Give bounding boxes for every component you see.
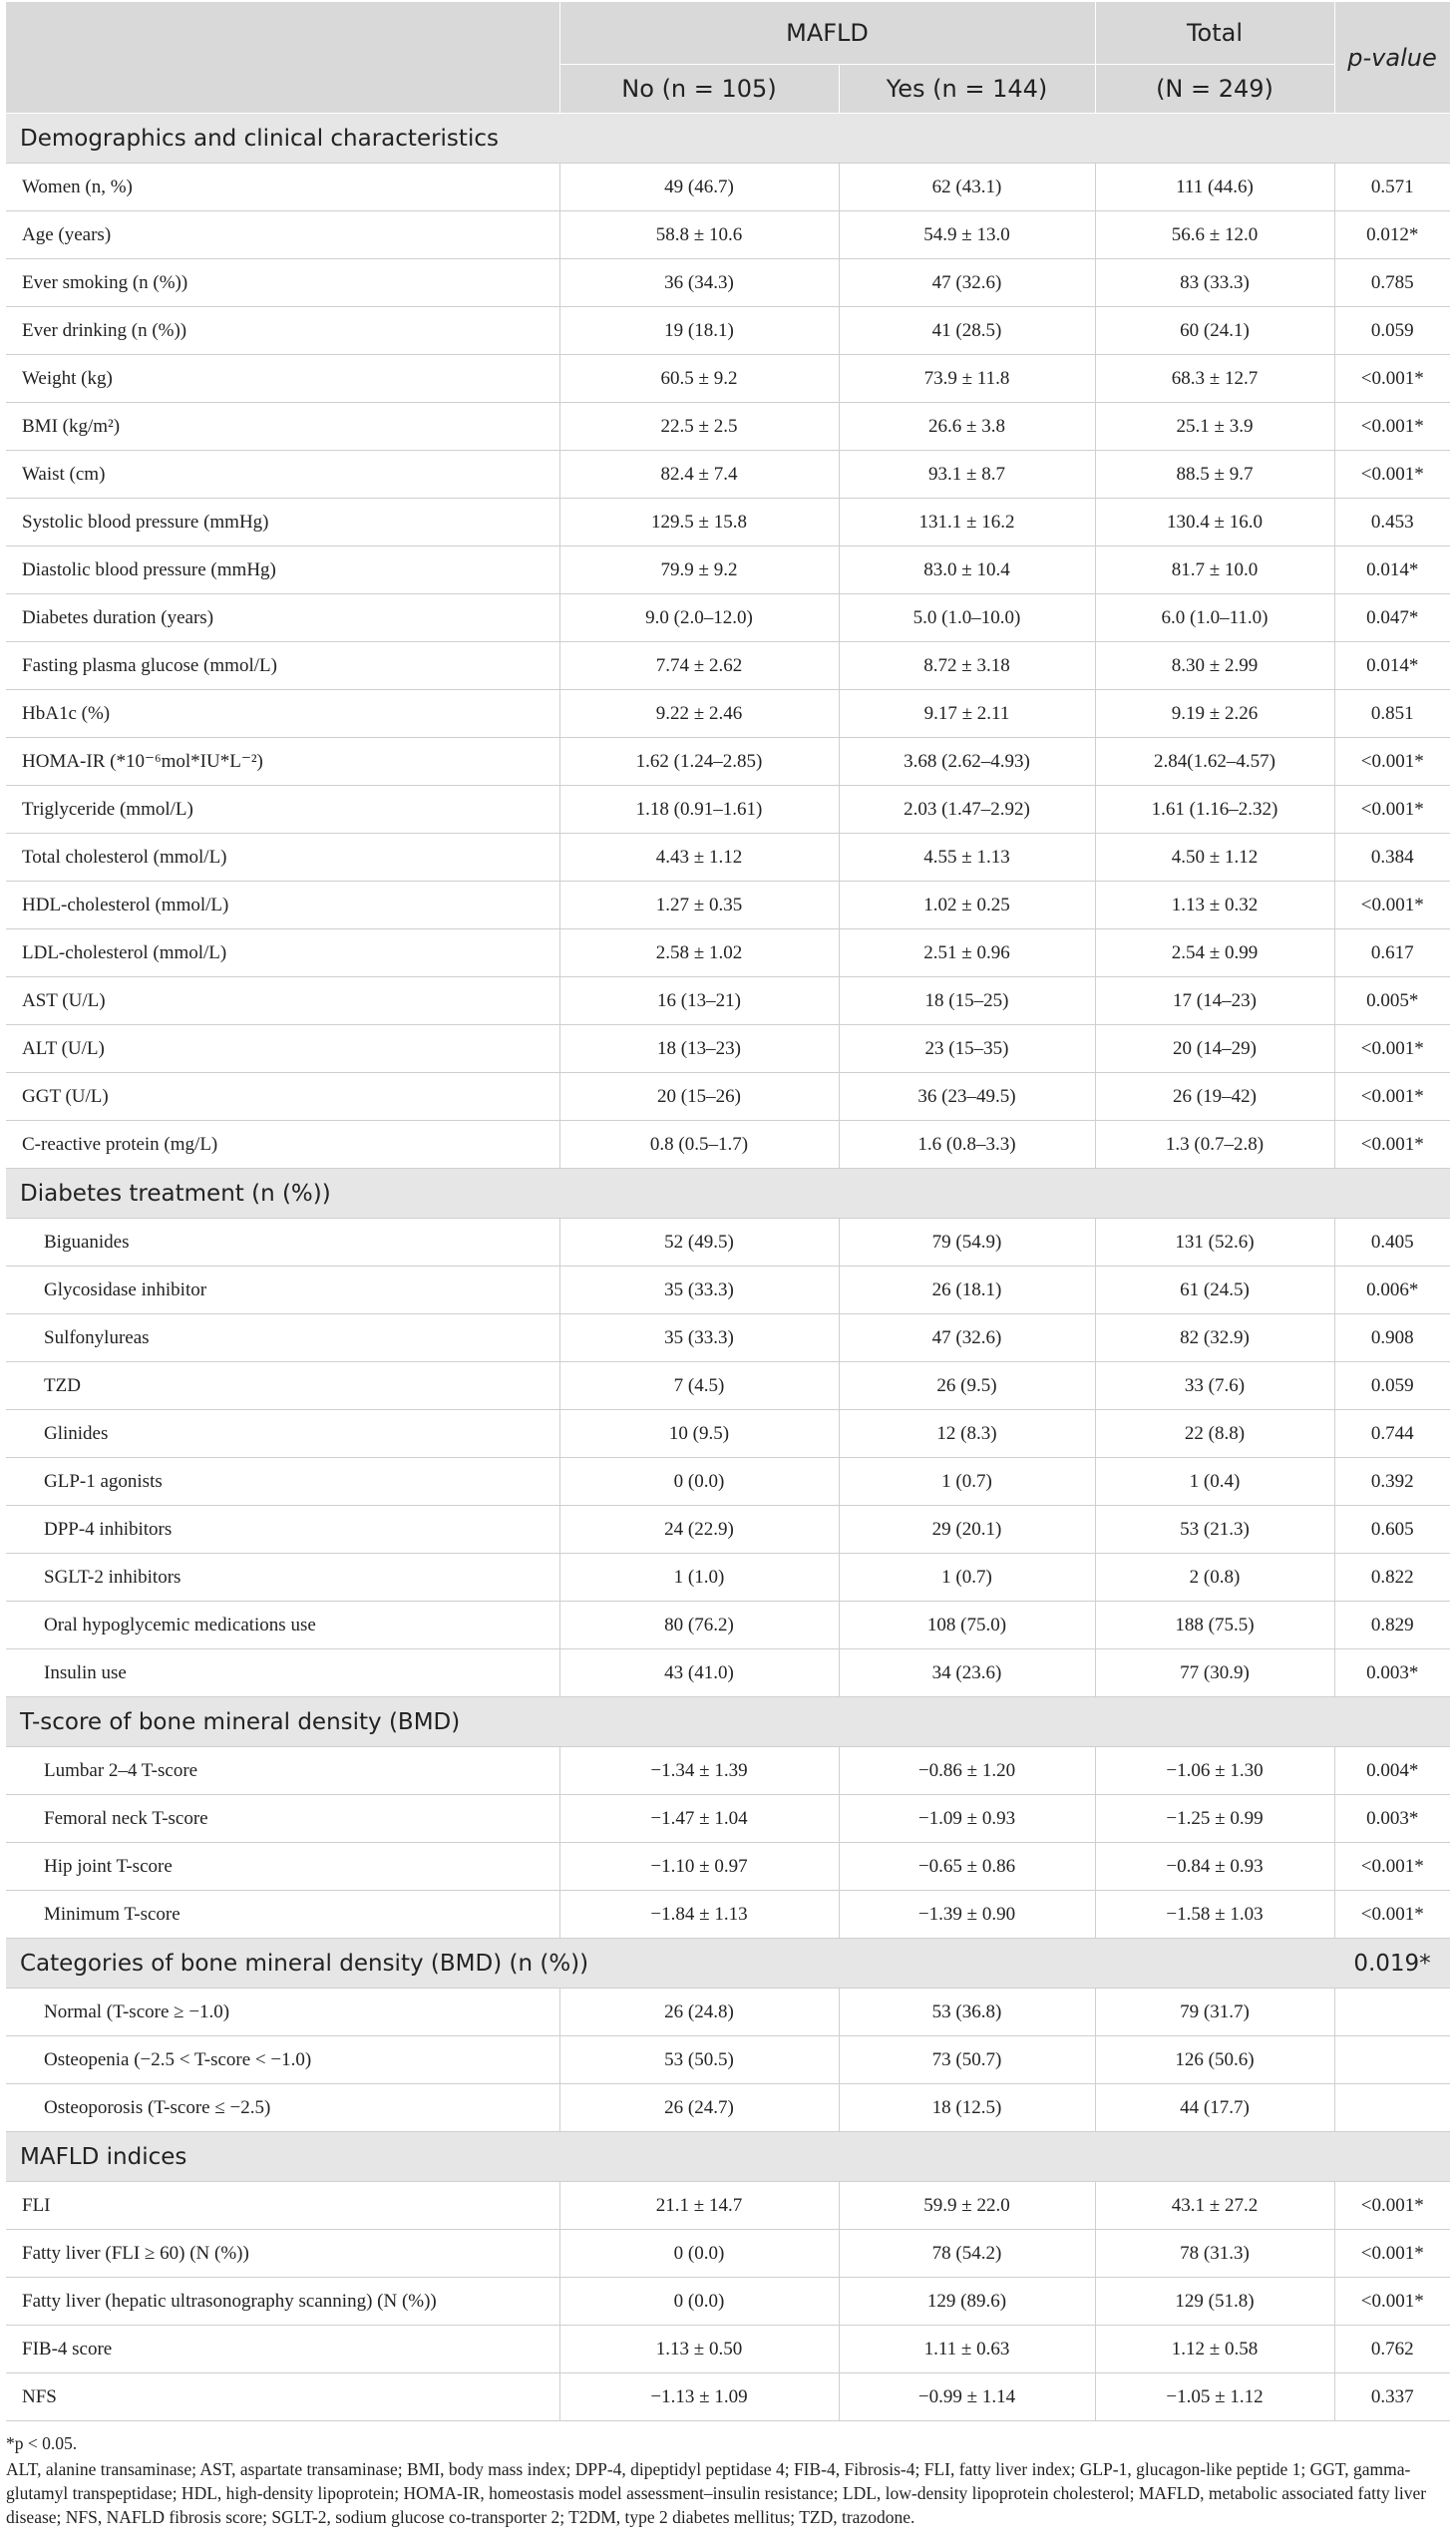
- cell-no: 1.62 (1.24–2.85): [559, 738, 839, 786]
- section-pvalue: 0.019*: [1334, 1939, 1450, 1989]
- cell-label: Women (n, %): [6, 164, 559, 211]
- cell-total: 43.1 ± 27.2: [1095, 2182, 1334, 2230]
- cell-p: <0.001*: [1334, 786, 1450, 834]
- cell-no: 53 (50.5): [559, 2036, 839, 2084]
- cell-p: <0.001*: [1334, 1121, 1450, 1169]
- cell-p: 0.822: [1334, 1554, 1450, 1602]
- cell-p: <0.001*: [1334, 2278, 1450, 2326]
- table-row: [6, 690, 1450, 738]
- cell-no: 35 (33.3): [559, 1314, 839, 1362]
- footnotes: [6, 2431, 1450, 2529]
- cell-no: 26 (24.7): [559, 2084, 839, 2132]
- cell-total: 25.1 ± 3.9: [1095, 403, 1334, 451]
- cell-label: LDL-cholesterol (mmol/L): [6, 929, 559, 977]
- header-yes: Yes (n = 144): [839, 65, 1095, 114]
- header-pvalue-text: p-value: [1347, 43, 1437, 72]
- cell-total: 22 (8.8): [1095, 1410, 1334, 1458]
- cell-p: <0.001*: [1334, 1891, 1450, 1939]
- cell-label: Triglyceride (mmol/L): [6, 786, 559, 834]
- cell-label: Glinides: [6, 1410, 559, 1458]
- cell-p: 0.014*: [1334, 642, 1450, 690]
- cell-p: 0.006*: [1334, 1267, 1450, 1314]
- cell-yes: 53 (36.8): [839, 1989, 1095, 2036]
- cell-label: HOMA-IR (*10⁻⁶mol*IU*L⁻²): [6, 738, 559, 786]
- cell-no: 20 (15–26): [559, 1073, 839, 1121]
- cell-p: 0.004*: [1334, 1747, 1450, 1795]
- table-row: [6, 594, 1450, 642]
- characteristics-table: [6, 2, 1451, 2421]
- table-row: [6, 834, 1450, 882]
- cell-total: 1 (0.4): [1095, 1458, 1334, 1506]
- cell-total: 44 (17.7): [1095, 2084, 1334, 2132]
- section-header: [6, 1169, 1450, 1219]
- cell-total: 56.6 ± 12.0: [1095, 211, 1334, 259]
- table-row: [6, 164, 1450, 211]
- cell-p: 0.617: [1334, 929, 1450, 977]
- cell-yes: 36 (23–49.5): [839, 1073, 1095, 1121]
- cell-p: <0.001*: [1334, 403, 1450, 451]
- cell-p: 0.059: [1334, 307, 1450, 355]
- cell-total: 77 (30.9): [1095, 1649, 1334, 1697]
- cell-no: 7.74 ± 2.62: [559, 642, 839, 690]
- cell-p: 0.785: [1334, 259, 1450, 307]
- cell-label: GGT (U/L): [6, 1073, 559, 1121]
- table-row: [6, 1989, 1450, 2036]
- cell-label: Ever drinking (n (%)): [6, 307, 559, 355]
- table-row: [6, 1747, 1450, 1795]
- section-header: [6, 1697, 1450, 1747]
- cell-label: FLI: [6, 2182, 559, 2230]
- cell-total: 6.0 (1.0–11.0): [1095, 594, 1334, 642]
- header-total: Total: [1095, 2, 1334, 65]
- cell-label: ALT (U/L): [6, 1025, 559, 1073]
- cell-no: 0 (0.0): [559, 1458, 839, 1506]
- cell-total: 33 (7.6): [1095, 1362, 1334, 1410]
- table-row: [6, 977, 1450, 1025]
- cell-total: 61 (24.5): [1095, 1267, 1334, 1314]
- cell-label: Diabetes duration (years): [6, 594, 559, 642]
- table-row: [6, 2278, 1450, 2326]
- table-row: [6, 2230, 1450, 2278]
- cell-no: 9.0 (2.0–12.0): [559, 594, 839, 642]
- table-row: [6, 2373, 1450, 2421]
- cell-label: SGLT-2 inhibitors: [6, 1554, 559, 1602]
- cell-no: 19 (18.1): [559, 307, 839, 355]
- table-row: [6, 307, 1450, 355]
- cell-yes: 29 (20.1): [839, 1506, 1095, 1554]
- cell-label: FIB-4 score: [6, 2326, 559, 2373]
- cell-no: 52 (49.5): [559, 1219, 839, 1267]
- table-row: [6, 451, 1450, 499]
- cell-yes: 1.6 (0.8–3.3): [839, 1121, 1095, 1169]
- cell-total: 81.7 ± 10.0: [1095, 546, 1334, 594]
- cell-yes: 2.03 (1.47–2.92): [839, 786, 1095, 834]
- cell-no: 35 (33.3): [559, 1267, 839, 1314]
- cell-p: 0.405: [1334, 1219, 1450, 1267]
- table-row: [6, 1554, 1450, 1602]
- cell-yes: 26 (9.5): [839, 1362, 1095, 1410]
- cell-p: 0.392: [1334, 1458, 1450, 1506]
- table-row: [6, 929, 1450, 977]
- table-row: [6, 546, 1450, 594]
- table-row: [6, 1891, 1450, 1939]
- cell-no: 1 (1.0): [559, 1554, 839, 1602]
- cell-yes: −0.65 ± 0.86: [839, 1843, 1095, 1891]
- table-row: [6, 1843, 1450, 1891]
- cell-label: Glycosidase inhibitor: [6, 1267, 559, 1314]
- cell-label: Lumbar 2–4 T-score: [6, 1747, 559, 1795]
- section-title: Demographics and clinical characteristics: [6, 114, 1450, 164]
- cell-total: −0.84 ± 0.93: [1095, 1843, 1334, 1891]
- cell-yes: 108 (75.0): [839, 1602, 1095, 1649]
- cell-total: 111 (44.6): [1095, 164, 1334, 211]
- cell-yes: 93.1 ± 8.7: [839, 451, 1095, 499]
- cell-yes: 23 (15–35): [839, 1025, 1095, 1073]
- cell-yes: 47 (32.6): [839, 1314, 1095, 1362]
- table-row: [6, 2084, 1450, 2132]
- table-row: [6, 1025, 1450, 1073]
- cell-label: HbA1c (%): [6, 690, 559, 738]
- cell-yes: 26.6 ± 3.8: [839, 403, 1095, 451]
- cell-yes: 1 (0.7): [839, 1554, 1095, 1602]
- cell-no: 24 (22.9): [559, 1506, 839, 1554]
- cell-total: 26 (19–42): [1095, 1073, 1334, 1121]
- cell-total: 4.50 ± 1.12: [1095, 834, 1334, 882]
- cell-p: <0.001*: [1334, 451, 1450, 499]
- cell-yes: 79 (54.9): [839, 1219, 1095, 1267]
- section-header: [6, 1939, 1450, 1989]
- cell-yes: 26 (18.1): [839, 1267, 1095, 1314]
- cell-total: 1.13 ± 0.32: [1095, 882, 1334, 929]
- cell-p: 0.829: [1334, 1602, 1450, 1649]
- cell-yes: 83.0 ± 10.4: [839, 546, 1095, 594]
- cell-p: 0.059: [1334, 1362, 1450, 1410]
- cell-label: Age (years): [6, 211, 559, 259]
- cell-total: 130.4 ± 16.0: [1095, 499, 1334, 546]
- cell-p: [1334, 2084, 1450, 2132]
- cell-no: 60.5 ± 9.2: [559, 355, 839, 403]
- cell-yes: −1.39 ± 0.90: [839, 1891, 1095, 1939]
- cell-total: −1.25 ± 0.99: [1095, 1795, 1334, 1843]
- section-title: Categories of bone mineral density (BMD) (n (%)): [6, 1939, 1334, 1989]
- cell-label: Weight (kg): [6, 355, 559, 403]
- table-row: [6, 882, 1450, 929]
- table-row: [6, 738, 1450, 786]
- cell-label: TZD: [6, 1362, 559, 1410]
- table-row: [6, 2036, 1450, 2084]
- footnote-significance: *p < 0.05.: [6, 2433, 78, 2453]
- table-body: [6, 114, 1450, 2421]
- cell-total: 131 (52.6): [1095, 1219, 1334, 1267]
- table-row: [6, 1267, 1450, 1314]
- footnote-abbreviations: ALT, alanine transaminase; AST, aspartate transaminase; BMI, body mass index; DPP-4, dipeptidyl peptidase 4; FIB-4, Fibrosis-4; FLI, fatty liver index; GLP-1, glucagon-like peptide 1; GGT, gamma-glutamyl transpeptidase; HDL, high-density lipoprotein; HOMA-IR, homeostasis model assessment–insulin resistance; LDL, low-density lipoprotein cholesterol; MAFLD, metabolic associated fatty liver disease; NFS, NAFLD fibrosis score; SGLT-2, sodium glucose co-transporter 2; T2DM, type 2 diabetes mellitus; TZD, trazodone.: [6, 2459, 1427, 2527]
- cell-yes: 131.1 ± 16.2: [839, 499, 1095, 546]
- cell-no: 0.8 (0.5–1.7): [559, 1121, 839, 1169]
- cell-label: NFS: [6, 2373, 559, 2421]
- cell-no: 43 (41.0): [559, 1649, 839, 1697]
- cell-p: 0.384: [1334, 834, 1450, 882]
- table-row: [6, 1121, 1450, 1169]
- cell-no: 22.5 ± 2.5: [559, 403, 839, 451]
- cell-p: <0.001*: [1334, 1073, 1450, 1121]
- cell-yes: 1.02 ± 0.25: [839, 882, 1095, 929]
- cell-label: Fatty liver (hepatic ultrasonography scanning) (N (%)): [6, 2278, 559, 2326]
- cell-label: HDL-cholesterol (mmol/L): [6, 882, 559, 929]
- cell-total: 2 (0.8): [1095, 1554, 1334, 1602]
- cell-no: 0 (0.0): [559, 2278, 839, 2326]
- cell-no: 16 (13–21): [559, 977, 839, 1025]
- cell-p: 0.851: [1334, 690, 1450, 738]
- cell-label: Minimum T-score: [6, 1891, 559, 1939]
- cell-no: 36 (34.3): [559, 259, 839, 307]
- cell-no: 58.8 ± 10.6: [559, 211, 839, 259]
- cell-total: 53 (21.3): [1095, 1506, 1334, 1554]
- cell-p: <0.001*: [1334, 1025, 1450, 1073]
- table-row: [6, 1795, 1450, 1843]
- cell-total: 188 (75.5): [1095, 1602, 1334, 1649]
- cell-p: [1334, 2036, 1450, 2084]
- cell-no: −1.34 ± 1.39: [559, 1747, 839, 1795]
- table-row: [6, 786, 1450, 834]
- table-row: [6, 1073, 1450, 1121]
- cell-yes: 18 (12.5): [839, 2084, 1095, 2132]
- cell-label: Osteopenia (−2.5 < T-score < −1.0): [6, 2036, 559, 2084]
- cell-total: 79 (31.7): [1095, 1989, 1334, 2036]
- cell-total: 2.54 ± 0.99: [1095, 929, 1334, 977]
- cell-p: 0.337: [1334, 2373, 1450, 2421]
- cell-total: 126 (50.6): [1095, 2036, 1334, 2084]
- table-row: [6, 355, 1450, 403]
- table-row: [6, 1458, 1450, 1506]
- cell-p: 0.744: [1334, 1410, 1450, 1458]
- cell-no: 9.22 ± 2.46: [559, 690, 839, 738]
- cell-yes: 47 (32.6): [839, 259, 1095, 307]
- cell-label: Hip joint T-score: [6, 1843, 559, 1891]
- cell-p: 0.005*: [1334, 977, 1450, 1025]
- cell-label: Insulin use: [6, 1649, 559, 1697]
- cell-yes: 34 (23.6): [839, 1649, 1095, 1697]
- cell-label: C-reactive protein (mg/L): [6, 1121, 559, 1169]
- table-container: [6, 2, 1450, 2531]
- cell-yes: 5.0 (1.0–10.0): [839, 594, 1095, 642]
- cell-label: Normal (T-score ≥ −1.0): [6, 1989, 559, 2036]
- cell-label: Sulfonylureas: [6, 1314, 559, 1362]
- cell-p: 0.003*: [1334, 1795, 1450, 1843]
- cell-yes: −1.09 ± 0.93: [839, 1795, 1095, 1843]
- section-title: MAFLD indices: [6, 2132, 1450, 2182]
- cell-total: 1.61 (1.16–2.32): [1095, 786, 1334, 834]
- header-total-n: (N = 249): [1095, 65, 1334, 114]
- cell-yes: −0.99 ± 1.14: [839, 2373, 1095, 2421]
- cell-no: 10 (9.5): [559, 1410, 839, 1458]
- cell-total: 8.30 ± 2.99: [1095, 642, 1334, 690]
- cell-total: −1.58 ± 1.03: [1095, 1891, 1334, 1939]
- cell-total: 82 (32.9): [1095, 1314, 1334, 1362]
- cell-yes: 41 (28.5): [839, 307, 1095, 355]
- cell-p: 0.012*: [1334, 211, 1450, 259]
- cell-yes: 129 (89.6): [839, 2278, 1095, 2326]
- cell-p: <0.001*: [1334, 1843, 1450, 1891]
- cell-total: 68.3 ± 12.7: [1095, 355, 1334, 403]
- cell-no: 7 (4.5): [559, 1362, 839, 1410]
- table-row: [6, 403, 1450, 451]
- cell-total: 83 (33.3): [1095, 259, 1334, 307]
- section-header: [6, 114, 1450, 164]
- cell-no: 18 (13–23): [559, 1025, 839, 1073]
- cell-label: Femoral neck T-score: [6, 1795, 559, 1843]
- cell-total: 78 (31.3): [1095, 2230, 1334, 2278]
- cell-label: DPP-4 inhibitors: [6, 1506, 559, 1554]
- table-row: [6, 1602, 1450, 1649]
- cell-no: 79.9 ± 9.2: [559, 546, 839, 594]
- cell-no: 129.5 ± 15.8: [559, 499, 839, 546]
- cell-p: <0.001*: [1334, 738, 1450, 786]
- cell-total: 1.12 ± 0.58: [1095, 2326, 1334, 2373]
- cell-yes: 59.9 ± 22.0: [839, 2182, 1095, 2230]
- table-row: [6, 1506, 1450, 1554]
- cell-no: 0 (0.0): [559, 2230, 839, 2278]
- cell-p: 0.605: [1334, 1506, 1450, 1554]
- table-row: [6, 1410, 1450, 1458]
- cell-yes: 54.9 ± 13.0: [839, 211, 1095, 259]
- cell-yes: −0.86 ± 1.20: [839, 1747, 1095, 1795]
- cell-label: GLP-1 agonists: [6, 1458, 559, 1506]
- cell-p: <0.001*: [1334, 355, 1450, 403]
- table-row: [6, 259, 1450, 307]
- cell-total: 2.84(1.62–4.57): [1095, 738, 1334, 786]
- cell-total: 88.5 ± 9.7: [1095, 451, 1334, 499]
- section-header: [6, 2132, 1450, 2182]
- section-title: Diabetes treatment (n (%)): [6, 1169, 1450, 1219]
- cell-label: Waist (cm): [6, 451, 559, 499]
- section-title: T-score of bone mineral density (BMD): [6, 1697, 1450, 1747]
- header-mafld: MAFLD: [559, 2, 1095, 65]
- table-row: [6, 642, 1450, 690]
- cell-yes: 78 (54.2): [839, 2230, 1095, 2278]
- table-row: [6, 211, 1450, 259]
- cell-label: BMI (kg/m²): [6, 403, 559, 451]
- cell-yes: 62 (43.1): [839, 164, 1095, 211]
- header-blank: [6, 2, 559, 114]
- cell-label: Oral hypoglycemic medications use: [6, 1602, 559, 1649]
- cell-label: AST (U/L): [6, 977, 559, 1025]
- cell-no: −1.13 ± 1.09: [559, 2373, 839, 2421]
- table-row: [6, 1314, 1450, 1362]
- cell-no: 1.18 (0.91–1.61): [559, 786, 839, 834]
- cell-yes: 2.51 ± 0.96: [839, 929, 1095, 977]
- cell-p: [1334, 1989, 1450, 2036]
- cell-no: 80 (76.2): [559, 1602, 839, 1649]
- cell-yes: 12 (8.3): [839, 1410, 1095, 1458]
- table-row: [6, 2326, 1450, 2373]
- cell-total: 17 (14–23): [1095, 977, 1334, 1025]
- cell-label: Osteoporosis (T-score ≤ −2.5): [6, 2084, 559, 2132]
- cell-yes: 73.9 ± 11.8: [839, 355, 1095, 403]
- header-no: No (n = 105): [559, 65, 839, 114]
- cell-label: Fasting plasma glucose (mmol/L): [6, 642, 559, 690]
- cell-no: −1.10 ± 0.97: [559, 1843, 839, 1891]
- cell-label: Diastolic blood pressure (mmHg): [6, 546, 559, 594]
- header-pvalue: [1334, 2, 1450, 114]
- table-row: [6, 1362, 1450, 1410]
- cell-no: 82.4 ± 7.4: [559, 451, 839, 499]
- cell-no: 49 (46.7): [559, 164, 839, 211]
- cell-no: 2.58 ± 1.02: [559, 929, 839, 977]
- cell-no: 1.27 ± 0.35: [559, 882, 839, 929]
- cell-p: <0.001*: [1334, 2182, 1450, 2230]
- cell-yes: 9.17 ± 2.11: [839, 690, 1095, 738]
- cell-p: 0.571: [1334, 164, 1450, 211]
- table-row: [6, 1219, 1450, 1267]
- cell-total: −1.05 ± 1.12: [1095, 2373, 1334, 2421]
- table-row: [6, 2182, 1450, 2230]
- cell-p: 0.014*: [1334, 546, 1450, 594]
- cell-p: <0.001*: [1334, 882, 1450, 929]
- cell-total: 9.19 ± 2.26: [1095, 690, 1334, 738]
- table-row: [6, 499, 1450, 546]
- cell-p: 0.762: [1334, 2326, 1450, 2373]
- cell-no: −1.84 ± 1.13: [559, 1891, 839, 1939]
- cell-no: 21.1 ± 14.7: [559, 2182, 839, 2230]
- cell-label: Biguanides: [6, 1219, 559, 1267]
- cell-label: Ever smoking (n (%)): [6, 259, 559, 307]
- cell-p: 0.453: [1334, 499, 1450, 546]
- cell-label: Fatty liver (FLI ≥ 60) (N (%)): [6, 2230, 559, 2278]
- cell-total: 60 (24.1): [1095, 307, 1334, 355]
- cell-p: 0.908: [1334, 1314, 1450, 1362]
- cell-yes: 3.68 (2.62–4.93): [839, 738, 1095, 786]
- cell-no: 1.13 ± 0.50: [559, 2326, 839, 2373]
- cell-total: 129 (51.8): [1095, 2278, 1334, 2326]
- cell-total: 20 (14–29): [1095, 1025, 1334, 1073]
- cell-no: 26 (24.8): [559, 1989, 839, 2036]
- cell-total: −1.06 ± 1.30: [1095, 1747, 1334, 1795]
- table-row: [6, 1649, 1450, 1697]
- cell-yes: 4.55 ± 1.13: [839, 834, 1095, 882]
- cell-yes: 1.11 ± 0.63: [839, 2326, 1095, 2373]
- cell-p: 0.047*: [1334, 594, 1450, 642]
- cell-yes: 73 (50.7): [839, 2036, 1095, 2084]
- cell-total: 1.3 (0.7–2.8): [1095, 1121, 1334, 1169]
- cell-yes: 1 (0.7): [839, 1458, 1095, 1506]
- cell-yes: 18 (15–25): [839, 977, 1095, 1025]
- cell-no: −1.47 ± 1.04: [559, 1795, 839, 1843]
- cell-no: 4.43 ± 1.12: [559, 834, 839, 882]
- cell-p: <0.001*: [1334, 2230, 1450, 2278]
- cell-yes: 8.72 ± 3.18: [839, 642, 1095, 690]
- cell-p: 0.003*: [1334, 1649, 1450, 1697]
- cell-label: Systolic blood pressure (mmHg): [6, 499, 559, 546]
- cell-label: Total cholesterol (mmol/L): [6, 834, 559, 882]
